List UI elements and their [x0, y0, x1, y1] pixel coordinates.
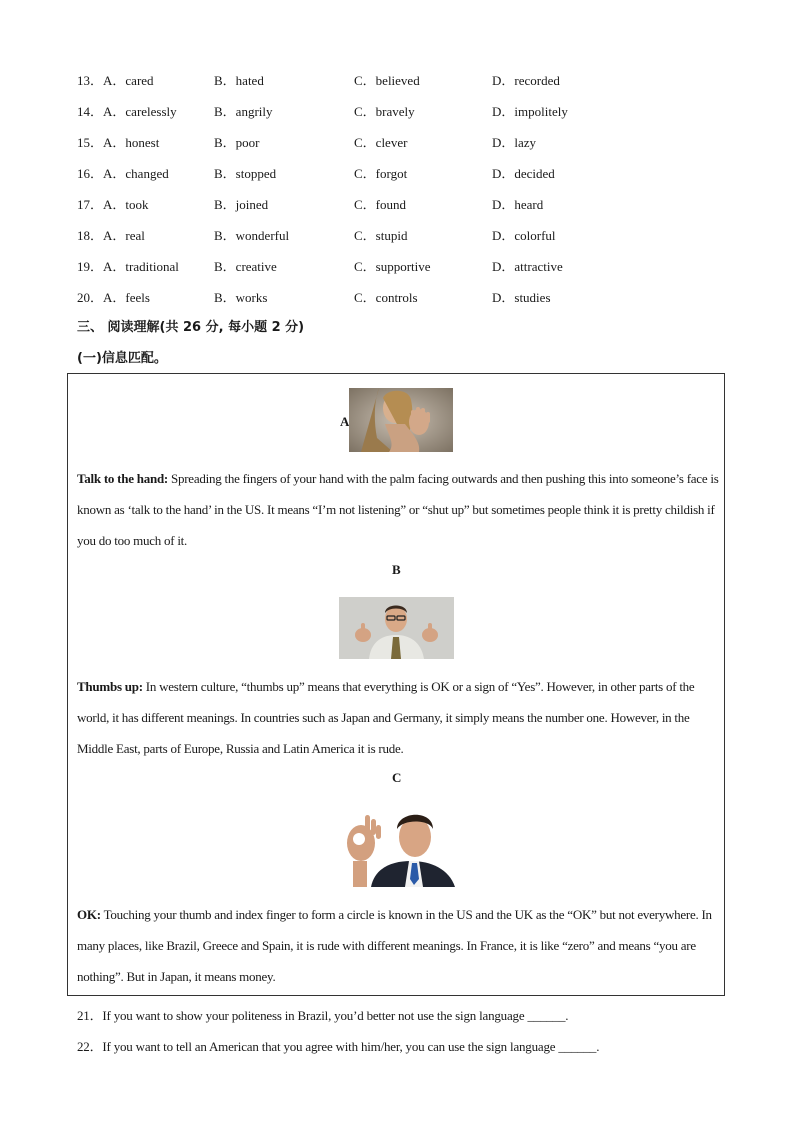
- option-c: C．bravely: [354, 104, 415, 119]
- option-c: C．stupid: [354, 228, 408, 243]
- passage-b-body: In western culture, “thumbs up” means that everything is OK or a sign of “Yes”. However, in other parts of the world, it has different meanings. In countries such as Japan and Germany, it simply means the number one. However, in the Middle East, parts of Europe, Russia and Latin America it is rude.: [77, 679, 695, 756]
- option-c: C．believed: [354, 73, 420, 88]
- option-d: D．studies: [492, 290, 551, 305]
- option-a: 16．A．changed: [77, 166, 169, 181]
- option-d: D．impolitely: [492, 104, 568, 119]
- option-b: B．works: [214, 290, 268, 305]
- option-c: C．controls: [354, 290, 418, 305]
- option-d: D．colorful: [492, 228, 556, 243]
- photo-talk-to-the-hand: [349, 388, 453, 452]
- option-a: 19．A．traditional: [77, 259, 179, 274]
- option-a: 18．A．real: [77, 228, 145, 243]
- question-row: [77, 219, 737, 250]
- man-thumbs-up-image: [339, 597, 454, 659]
- question-row: [77, 281, 737, 312]
- option-b: B．angrily: [214, 104, 273, 119]
- passage-b-text: [77, 671, 719, 764]
- multiple-choice-list: [77, 64, 737, 312]
- passage-c-heading: OK:: [77, 907, 101, 922]
- option-b: B．hated: [214, 73, 264, 88]
- question-row: [77, 64, 737, 95]
- passage-a-heading: Talk to the hand:: [77, 471, 168, 486]
- question-21: 21．If you want to show your politeness in Brazil, you’d better not use the sign language ______.: [77, 1008, 569, 1023]
- question-row: [77, 95, 737, 126]
- passage-c-text: [77, 899, 719, 992]
- option-d: D．decided: [492, 166, 555, 181]
- option-d: D．heard: [492, 197, 544, 212]
- photo-ok-sign: [337, 805, 458, 887]
- option-a: 15．A．honest: [77, 135, 160, 150]
- option-b: B．poor: [214, 135, 260, 150]
- passage-letter-b: B: [392, 562, 401, 577]
- passage-a-body: Spreading the fingers of your hand with the palm facing outwards and then pushing this into someone’s face is known as ‘talk to the hand’ in the US. It means “I’m not listening” or “shut up” but sometimes people think it is pretty childish if you do too much of it.: [77, 471, 719, 548]
- photo-thumbs-up: [339, 597, 454, 659]
- option-a: 17．A．took: [77, 197, 149, 212]
- option-b: B．creative: [214, 259, 277, 274]
- question-row: [77, 188, 737, 219]
- option-c: C．found: [354, 197, 407, 212]
- option-b: B．wonderful: [214, 228, 290, 243]
- woman-hand-image: [349, 388, 453, 452]
- option-d: D．recorded: [492, 73, 560, 88]
- man-ok-sign-image: [337, 805, 458, 887]
- question-22: 22．If you want to tell an American that you agree with him/her, you can use the sign language ______.: [77, 1039, 600, 1054]
- reading-passage-box: [67, 373, 725, 996]
- option-b: B．stopped: [214, 166, 277, 181]
- option-a: 13．A．cared: [77, 73, 154, 88]
- option-c: C．forgot: [354, 166, 408, 181]
- passage-letter-c: C: [392, 770, 402, 785]
- option-d: D．lazy: [492, 135, 537, 150]
- option-a: 14．A．carelessly: [77, 104, 177, 119]
- option-b: B．joined: [214, 197, 269, 212]
- passage-b-heading: Thumbs up:: [77, 679, 143, 694]
- option-a: 20．A．feels: [77, 290, 150, 305]
- passage-letter-a: A: [340, 414, 350, 429]
- section-title: 三、 阅读理解(共 26 分, 每小题 2 分): [77, 320, 305, 335]
- question-row: [77, 126, 737, 157]
- question-row: [77, 250, 737, 281]
- passage-c-body: Touching your thumb and index finger to form a circle is known in the US and the UK as the “OK” but not everywhere. In many places, like Brazil, Greece and Spain, it is rude with different meanings. In France, it is like “zero” and means “you are nothing”. But in Japan, it means money.: [77, 907, 712, 984]
- passage-a-text: [77, 463, 719, 556]
- option-c: C．supportive: [354, 259, 431, 274]
- question-row: [77, 157, 737, 188]
- section-subtitle: (一)信息匹配。: [77, 351, 167, 366]
- option-d: D．attractive: [492, 259, 563, 274]
- option-c: C．clever: [354, 135, 408, 150]
